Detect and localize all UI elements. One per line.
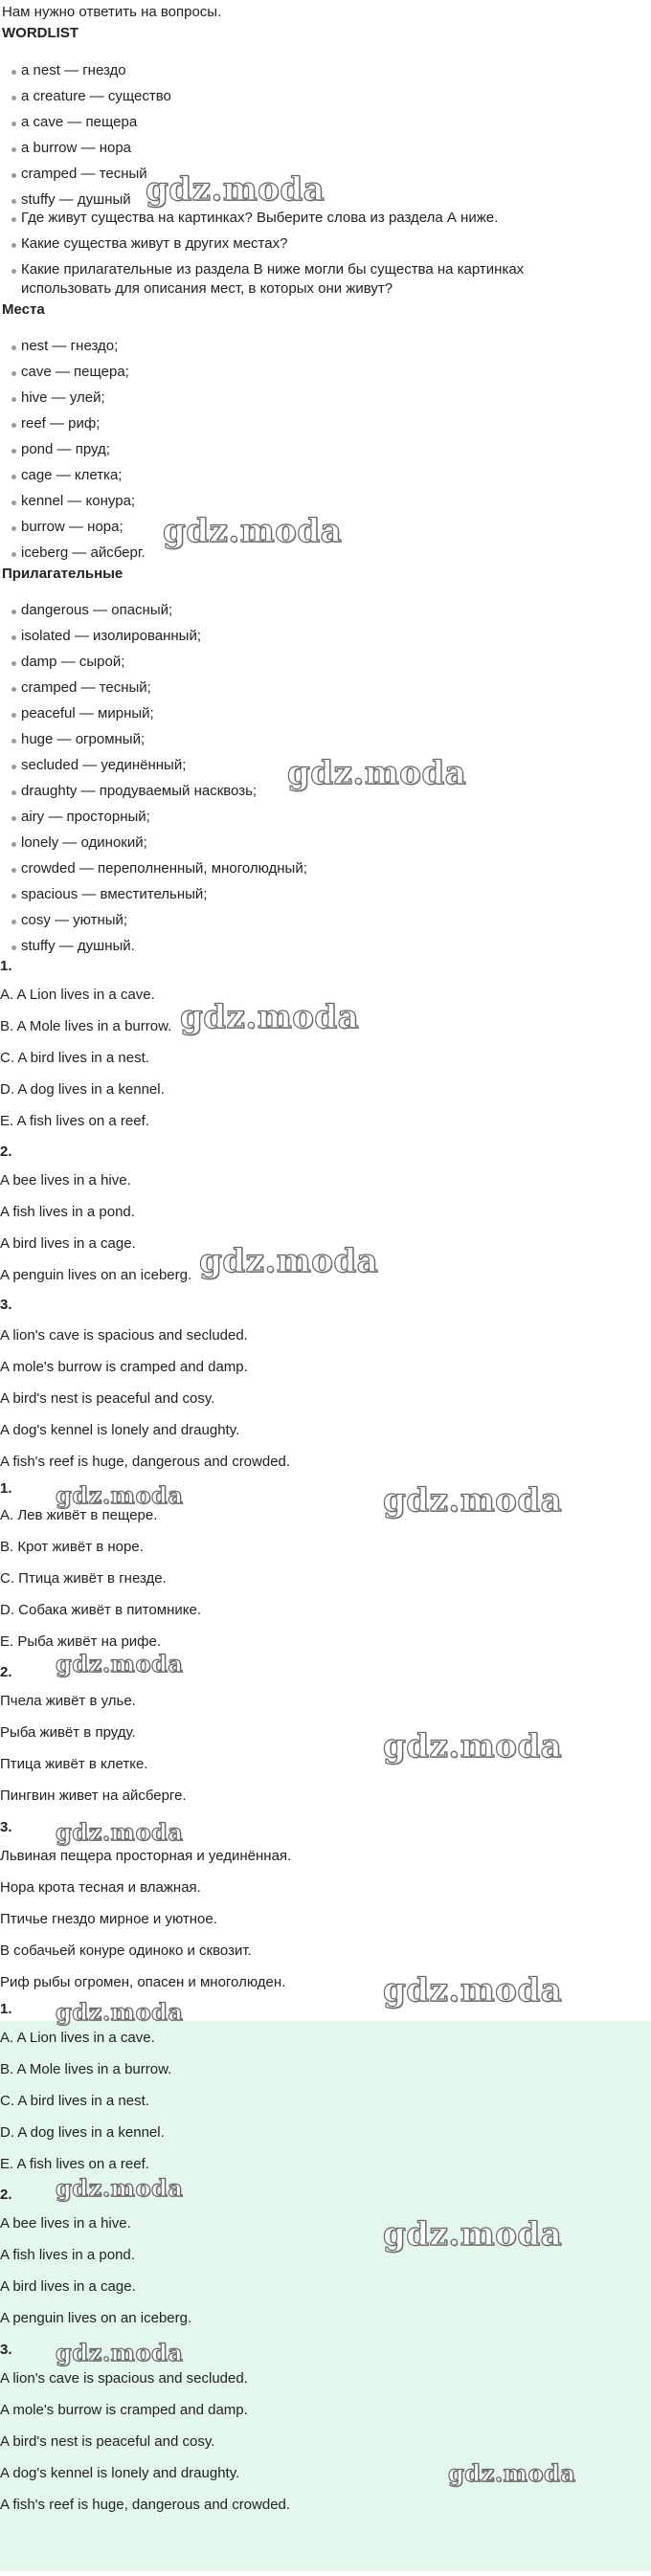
wordlist-item: a nest — гнездо (21, 62, 126, 78)
answer-line: C. A bird lives in a nest. (0, 1050, 149, 1066)
answer-line: Пчела живёт в улье. (0, 1693, 136, 1709)
answer-number: 1. (0, 958, 12, 974)
places-item: burrow — нора; (21, 519, 123, 535)
bullet-icon (11, 173, 16, 178)
watermark-logo: gdz.moda (163, 512, 343, 550)
answer-line: E. A fish lives on a reef. (0, 2156, 149, 2172)
bullet-icon (11, 894, 16, 899)
answer-number: 3. (0, 2342, 12, 2358)
answer-number: 1. (0, 1480, 12, 1497)
answer-line: C. A bird lives in a nest. (0, 2093, 149, 2109)
answer-line: Птичье гнездо мирное и уютное. (0, 1911, 217, 1927)
answer-line: A lion's cave is spacious and secluded. (0, 1327, 248, 1344)
adjectives-item: cosy — уютный; (21, 912, 128, 928)
answer-line: A bird's nest is peaceful and cosy. (0, 1390, 215, 1407)
adjectives-title: Прилагательные (2, 566, 123, 582)
adjectives-item: crowded — переполненный, многолюдный; (21, 860, 307, 877)
wordlist-item: stuffy — душный (21, 191, 131, 208)
bullet-icon (11, 243, 16, 248)
answer-line: A penguin lives on an iceberg. (0, 2310, 192, 2326)
places-title: Места (2, 301, 45, 318)
bullet-icon (11, 661, 16, 666)
answer-line: A. A Lion lives in a cave. (0, 2030, 155, 2046)
answer-line: A fish lives in a pond. (0, 2247, 135, 2263)
answer-number: 3. (0, 1297, 12, 1313)
answer-line: A fish lives in a pond. (0, 1204, 135, 1220)
bullet-icon (11, 610, 16, 614)
adjectives-item: spacious — вместительный; (21, 886, 208, 902)
bullet-icon (11, 816, 16, 821)
bullet-icon (11, 345, 16, 350)
adjectives-item: airy — просторный; (21, 809, 150, 825)
bullet-icon (11, 147, 16, 152)
bullet-icon (11, 739, 16, 744)
answer-line: A mole's burrow is cramped and damp. (0, 2402, 248, 2418)
answer-line: Риф рыбы огромен, опасен и многолюден. (0, 1974, 286, 1990)
answer-line: E. Рыба живёт на рифе. (0, 1633, 162, 1650)
bullet-icon (11, 687, 16, 692)
places-item: kennel — конура; (21, 493, 136, 509)
bullet-icon (11, 397, 16, 402)
adjectives-item: cramped — тесный; (21, 679, 151, 696)
watermark-logo: gdz.moda (383, 2215, 563, 2254)
answer-line: Львиная пещера просторная и уединённая. (0, 1848, 292, 1864)
bullet-icon (11, 713, 16, 718)
places-item: iceberg — айсберг. (21, 544, 146, 561)
watermark-logo: gdz.moda (383, 1727, 563, 1765)
answer-line: A penguin lives on an iceberg. (0, 1267, 192, 1283)
answer-line: D. Собака живёт в питомнике. (0, 1602, 201, 1618)
bullet-icon (11, 526, 16, 531)
watermark-logo: gdz.moda (56, 2339, 184, 2366)
watermark-logo: gdz.moda (199, 1242, 379, 1280)
bullet-icon (11, 475, 16, 479)
answer-line: В собачьей конуре одиноко и сквозит. (0, 1943, 252, 1959)
adjectives-item: draughty — продуваемый насквозь; (21, 783, 258, 799)
watermark-logo: gdz.moda (383, 1481, 563, 1520)
wordlist-item: cramped — тесный (21, 166, 147, 182)
bullet-icon (11, 423, 16, 428)
question-item: Где живут существа на картинках? Выберите слова из раздела А ниже. (21, 210, 499, 226)
places-item: nest — гнездо; (21, 338, 119, 354)
wordlist-item: a burrow — нора (21, 140, 132, 156)
question-item: Какие прилагательные из раздела В ниже могли бы существа на картинках (21, 261, 525, 278)
bullet-icon (11, 122, 16, 126)
adjectives-item: damp — сырой; (21, 654, 125, 670)
answer-number: 1. (0, 2001, 12, 2017)
bullet-icon (11, 842, 16, 847)
bullet-icon (11, 70, 16, 75)
bullet-icon (11, 199, 16, 204)
watermark-logo: gdz.moda (56, 1481, 184, 1509)
answer-line: Нора крота тесная и влажная. (0, 1879, 201, 1896)
answer-line: A fish's reef is huge, dangerous and crowded. (0, 1454, 291, 1470)
bullet-icon (11, 945, 16, 950)
adjectives-item: huge — огромный; (21, 731, 146, 747)
places-item: pond — пруд; (21, 441, 110, 457)
answer-line: A. A Lion lives in a cave. (0, 987, 155, 1003)
adjectives-item: dangerous — опасный; (21, 602, 173, 618)
answer-line: A bird lives in a cage. (0, 1235, 136, 1252)
watermark-logo: gdz.moda (448, 2459, 576, 2487)
answer-line: A lion's cave is spacious and secluded. (0, 2370, 248, 2387)
answer-line: A bee lives in a hive. (0, 2215, 131, 2232)
watermark-logo: gdz.moda (287, 754, 467, 792)
answer-line: B. A Mole lives in a burrow. (0, 1018, 172, 1034)
places-item: cave — пещера; (21, 364, 129, 380)
bullet-icon (11, 765, 16, 769)
answer-number: 3. (0, 1819, 12, 1835)
answer-line: A dog's kennel is lonely and draughty. (0, 2465, 240, 2481)
answer-line: D. A dog lives in a kennel. (0, 1081, 165, 1098)
watermark-logo: gdz.moda (146, 170, 326, 209)
adjectives-item: isolated — изолированный; (21, 628, 201, 644)
answer-line: E. A fish lives on a reef. (0, 1113, 149, 1129)
bullet-icon (11, 920, 16, 924)
answer-number: 2. (0, 2187, 12, 2203)
answer-number: 2. (0, 1664, 12, 1680)
answer-line: Птица живёт в клетке. (0, 1756, 148, 1772)
bullet-icon (11, 552, 16, 557)
answer-line: D. A dog lives in a kennel. (0, 2124, 165, 2141)
answer-line: Рыба живёт в пруду. (0, 1724, 136, 1741)
watermark-logo: gdz.moda (56, 1998, 184, 2026)
watermark-logo: gdz.moda (180, 998, 360, 1036)
places-item: cage — клетка; (21, 467, 123, 483)
adjectives-item: stuffy — душный. (21, 938, 135, 954)
answer-line: A bee lives in a hive. (0, 1172, 131, 1188)
watermark-logo: gdz.moda (56, 2174, 184, 2202)
watermark-logo: gdz.moda (56, 1650, 184, 1677)
wordlist-item: a creature — существо (21, 88, 171, 104)
answer-line: A. Лев живёт в пещере. (0, 1507, 158, 1523)
bullet-icon (11, 868, 16, 873)
answer-line: B. Крот живёт в норе. (0, 1539, 144, 1555)
wordlist-item: a cave — пещера (21, 114, 138, 130)
bullet-icon (11, 269, 16, 274)
adjectives-item: peaceful — мирный; (21, 705, 154, 722)
answer-line: A bird's nest is peaceful and cosy. (0, 2433, 215, 2450)
places-item: hive — улей; (21, 389, 105, 406)
places-item: reef — риф; (21, 415, 101, 432)
answer-number: 2. (0, 1144, 12, 1160)
question-item-continued: использовать для описания мест, в которых они живут? (21, 280, 393, 297)
wordlist-title: WORDLIST (2, 25, 79, 41)
answer-line: B. A Mole lives in a burrow. (0, 2061, 172, 2077)
answer-line: C. Птица живёт в гнезде. (0, 1570, 167, 1587)
adjectives-item: lonely — одинокий; (21, 834, 147, 851)
bullet-icon (11, 96, 16, 100)
answer-line: A dog's kennel is lonely and draughty. (0, 1422, 240, 1438)
question-item: Какие существа живут в других местах? (21, 235, 288, 252)
watermark-logo: gdz.moda (56, 1818, 184, 1846)
answer-line: A mole's burrow is cramped and damp. (0, 1359, 248, 1375)
answer-line: A bird lives in a cage. (0, 2278, 136, 2295)
bullet-icon (11, 635, 16, 640)
bullet-icon (11, 449, 16, 454)
bullet-icon (11, 500, 16, 505)
bullet-icon (11, 217, 16, 222)
intro-text: Нам нужно ответить на вопросы. (2, 4, 222, 20)
bullet-icon (11, 371, 16, 376)
watermark-logo: gdz.moda (383, 1971, 563, 2010)
answer-line: Пингвин живет на айсберге. (0, 1788, 187, 1804)
adjectives-item: secluded — уединённый; (21, 757, 187, 773)
bullet-icon (11, 790, 16, 795)
answer-line: A fish's reef is huge, dangerous and crowded. (0, 2497, 291, 2513)
